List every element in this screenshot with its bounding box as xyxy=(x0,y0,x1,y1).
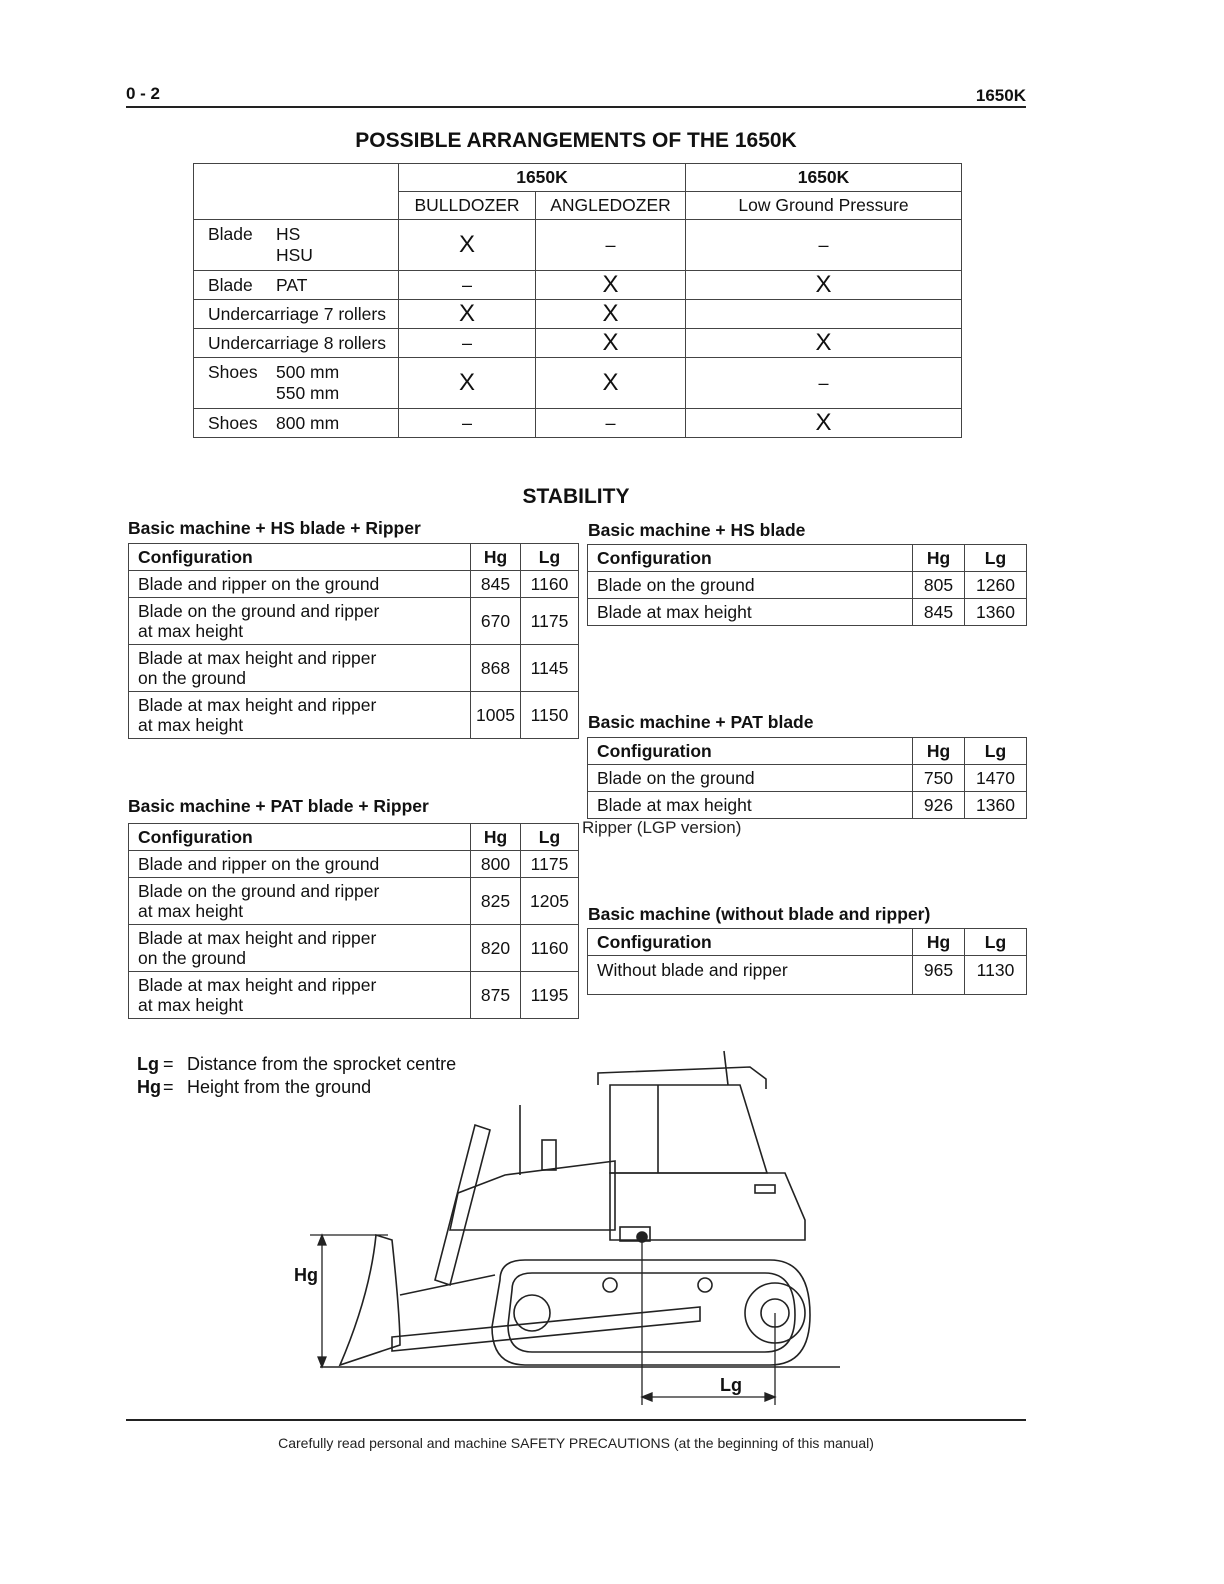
cell-mark: X xyxy=(399,220,536,271)
hg-cell: 820 xyxy=(471,925,521,972)
row-label: Blade HS HSU xyxy=(194,220,399,271)
cell-mark: X xyxy=(686,329,962,358)
lg-cell: 1175 xyxy=(521,598,579,645)
empty-header-cell xyxy=(194,164,399,220)
model-name: 1650K xyxy=(975,86,1026,105)
hg-cell: 845 xyxy=(913,599,965,626)
cell-mark: – xyxy=(536,220,686,271)
col-configuration: Configuration xyxy=(588,545,913,572)
table-row xyxy=(194,358,962,409)
cell-mark: – xyxy=(686,220,962,271)
row-label: Blade PAT xyxy=(194,271,399,300)
hg-cell: 1005 xyxy=(471,692,521,739)
lg-arrow-left xyxy=(642,1393,652,1401)
lg-cell: 1195 xyxy=(521,972,579,1019)
hg-cell: 825 xyxy=(471,878,521,925)
carrier-roller xyxy=(603,1278,617,1292)
lg-arrow-right xyxy=(765,1393,775,1401)
table-row xyxy=(129,925,579,972)
config-cell: Blade at max height and ripper at max height xyxy=(129,692,471,739)
stability-title: STABILITY xyxy=(522,485,630,508)
idler-wheel xyxy=(514,1295,550,1331)
row-label: Shoes 800 mm xyxy=(194,409,399,438)
cell-mark: X xyxy=(399,358,536,409)
lg-label: Lg xyxy=(720,1375,742,1395)
lg-cell: 1260 xyxy=(965,572,1027,599)
arrangements-title: POSSIBLE ARRANGEMENTS OF THE 1650K xyxy=(355,129,797,152)
col-lg: Lg xyxy=(965,738,1027,765)
table-row xyxy=(588,599,1027,626)
engine-hood xyxy=(450,1161,615,1230)
table-row xyxy=(194,329,962,358)
blade xyxy=(340,1235,400,1365)
carrier-roller xyxy=(698,1278,712,1292)
table-row xyxy=(129,571,579,598)
lift-cylinder xyxy=(435,1125,490,1285)
tank-cap xyxy=(755,1185,775,1193)
table-row xyxy=(588,765,1027,792)
col-hg: Hg xyxy=(913,929,965,956)
hs-table xyxy=(587,544,1027,626)
hg-cell: 800 xyxy=(471,851,521,878)
tilt-cylinder xyxy=(400,1275,495,1295)
lg-cell: 1205 xyxy=(521,878,579,925)
pat-table xyxy=(587,737,1027,819)
config-cell: Blade on the ground and ripper at max height xyxy=(129,878,471,925)
hg-cell: 750 xyxy=(913,765,965,792)
hg-cell: 670 xyxy=(471,598,521,645)
header-rule xyxy=(126,106,1026,108)
col-hg: Hg xyxy=(913,738,965,765)
table-row xyxy=(588,572,1027,599)
cell-mark: X xyxy=(686,409,962,438)
legend-hg: Hg = Height from the ground xyxy=(137,1077,372,1097)
cell-mark: X xyxy=(536,300,686,329)
group-header-1: 1650K xyxy=(399,164,686,192)
lg-cell: 1175 xyxy=(521,851,579,878)
page-number: 0 - 2 xyxy=(126,84,161,103)
row-label: Undercarriage 8 rollers xyxy=(194,329,399,358)
config-cell: Blade at max height xyxy=(588,599,913,626)
bare-machine-table xyxy=(587,928,1027,995)
col-low-ground-pressure: Low Ground Pressure xyxy=(686,192,962,220)
cell-mark: – xyxy=(399,271,536,300)
config-cell: Blade on the ground and ripper at max height xyxy=(129,598,471,645)
row-label: Undercarriage 7 rollers xyxy=(194,300,399,329)
footer-text: Carefully read personal and machine SAFETY PRECAUTIONS (at the beginning of this manual) xyxy=(278,1435,874,1451)
col-configuration: Configuration xyxy=(129,544,471,571)
hg-arrow-top xyxy=(318,1235,326,1245)
bare-machine-title: Basic machine (without blade and ripper) xyxy=(588,904,931,924)
col-bulldozer: BULLDOZER xyxy=(399,192,536,220)
cell-mark: X xyxy=(536,271,686,300)
lg-cell: 1360 xyxy=(965,599,1027,626)
lg-cell: 1145 xyxy=(521,645,579,692)
lg-cell: 1150 xyxy=(521,692,579,739)
config-cell: Blade and ripper on the ground xyxy=(129,571,471,598)
hs-title: Basic machine + HS blade xyxy=(588,520,806,540)
cog-marker xyxy=(637,1232,647,1242)
table-header-row xyxy=(588,738,1027,765)
table-row xyxy=(194,409,962,438)
lg-cell: 1160 xyxy=(521,925,579,972)
table-row xyxy=(129,878,579,925)
hg-cell: 965 xyxy=(913,956,965,995)
col-lg: Lg xyxy=(965,929,1027,956)
table-row xyxy=(129,645,579,692)
hg-cell: 868 xyxy=(471,645,521,692)
cell-mark: – xyxy=(399,409,536,438)
col-hg: Hg xyxy=(471,824,521,851)
table-row xyxy=(194,220,962,271)
col-angledozer: ANGLEDOZER xyxy=(536,192,686,220)
table-row xyxy=(588,956,1027,995)
pat-ripper-table xyxy=(128,823,579,1019)
config-cell: Blade at max height and ripper at max height xyxy=(129,972,471,1019)
rear-body xyxy=(610,1173,805,1240)
hg-cell: 845 xyxy=(471,571,521,598)
pat-title: Basic machine + PAT blade xyxy=(588,712,814,732)
table-header-row xyxy=(588,545,1027,572)
table-row xyxy=(194,164,962,192)
table-row xyxy=(588,792,1027,819)
push-arm xyxy=(392,1307,700,1351)
cell-mark: X xyxy=(686,271,962,300)
table-row xyxy=(129,598,579,645)
col-hg: Hg xyxy=(471,544,521,571)
col-lg: Lg xyxy=(521,544,579,571)
hg-arrow-bottom xyxy=(318,1357,326,1367)
col-configuration: Configuration xyxy=(129,824,471,851)
config-cell: Blade and ripper on the ground xyxy=(129,851,471,878)
lg-cell: 1130 xyxy=(965,956,1027,995)
cell-mark: X xyxy=(536,358,686,409)
lg-cell: 1160 xyxy=(521,571,579,598)
config-cell: Blade at max height and ripper on the ground xyxy=(129,645,471,692)
air-intake xyxy=(542,1140,556,1170)
cab-outline xyxy=(610,1085,767,1173)
col-lg: Lg xyxy=(965,545,1027,572)
hg-cell: 805 xyxy=(913,572,965,599)
hg-label: Hg xyxy=(294,1265,318,1285)
table-row xyxy=(129,972,579,1019)
table-row xyxy=(129,851,579,878)
hs-ripper-table xyxy=(128,543,579,739)
cell-mark: – xyxy=(399,329,536,358)
hg-cell: 926 xyxy=(913,792,965,819)
arrangements-table xyxy=(193,163,962,438)
table-row xyxy=(129,692,579,739)
table-header-row xyxy=(588,929,1027,956)
lg-cell: 1360 xyxy=(965,792,1027,819)
group-header-2: 1650K xyxy=(686,164,962,192)
config-cell: Without blade and ripper xyxy=(588,956,913,995)
lgp-ripper-note: Ripper (LGP version) xyxy=(582,818,742,837)
pat-ripper-title: Basic machine + PAT blade + Ripper xyxy=(128,796,429,816)
hs-ripper-title: Basic machine + HS blade + Ripper xyxy=(128,518,421,538)
cell-mark: X xyxy=(399,300,536,329)
footer-rule xyxy=(126,1419,1026,1421)
table-header-row xyxy=(129,544,579,571)
config-cell: Blade at max height xyxy=(588,792,913,819)
lg-cell: 1470 xyxy=(965,765,1027,792)
hg-cell: 875 xyxy=(471,972,521,1019)
cell-mark: – xyxy=(686,358,962,409)
config-cell: Blade on the ground xyxy=(588,572,913,599)
bulldozer-diagram xyxy=(280,1045,840,1415)
col-hg: Hg xyxy=(913,545,965,572)
table-row xyxy=(194,300,962,329)
col-configuration: Configuration xyxy=(588,929,913,956)
table-header-row xyxy=(129,824,579,851)
col-configuration: Configuration xyxy=(588,738,913,765)
table-row xyxy=(194,271,962,300)
config-cell: Blade at max height and ripper on the ground xyxy=(129,925,471,972)
legend-lg: Lg = Distance from the sprocket centre xyxy=(137,1054,457,1074)
cell-mark xyxy=(686,300,962,329)
cell-mark: – xyxy=(536,409,686,438)
config-cell: Blade on the ground xyxy=(588,765,913,792)
row-label: Shoes 500 mm 550 mm xyxy=(194,358,399,409)
col-lg: Lg xyxy=(521,824,579,851)
cell-mark: X xyxy=(536,329,686,358)
